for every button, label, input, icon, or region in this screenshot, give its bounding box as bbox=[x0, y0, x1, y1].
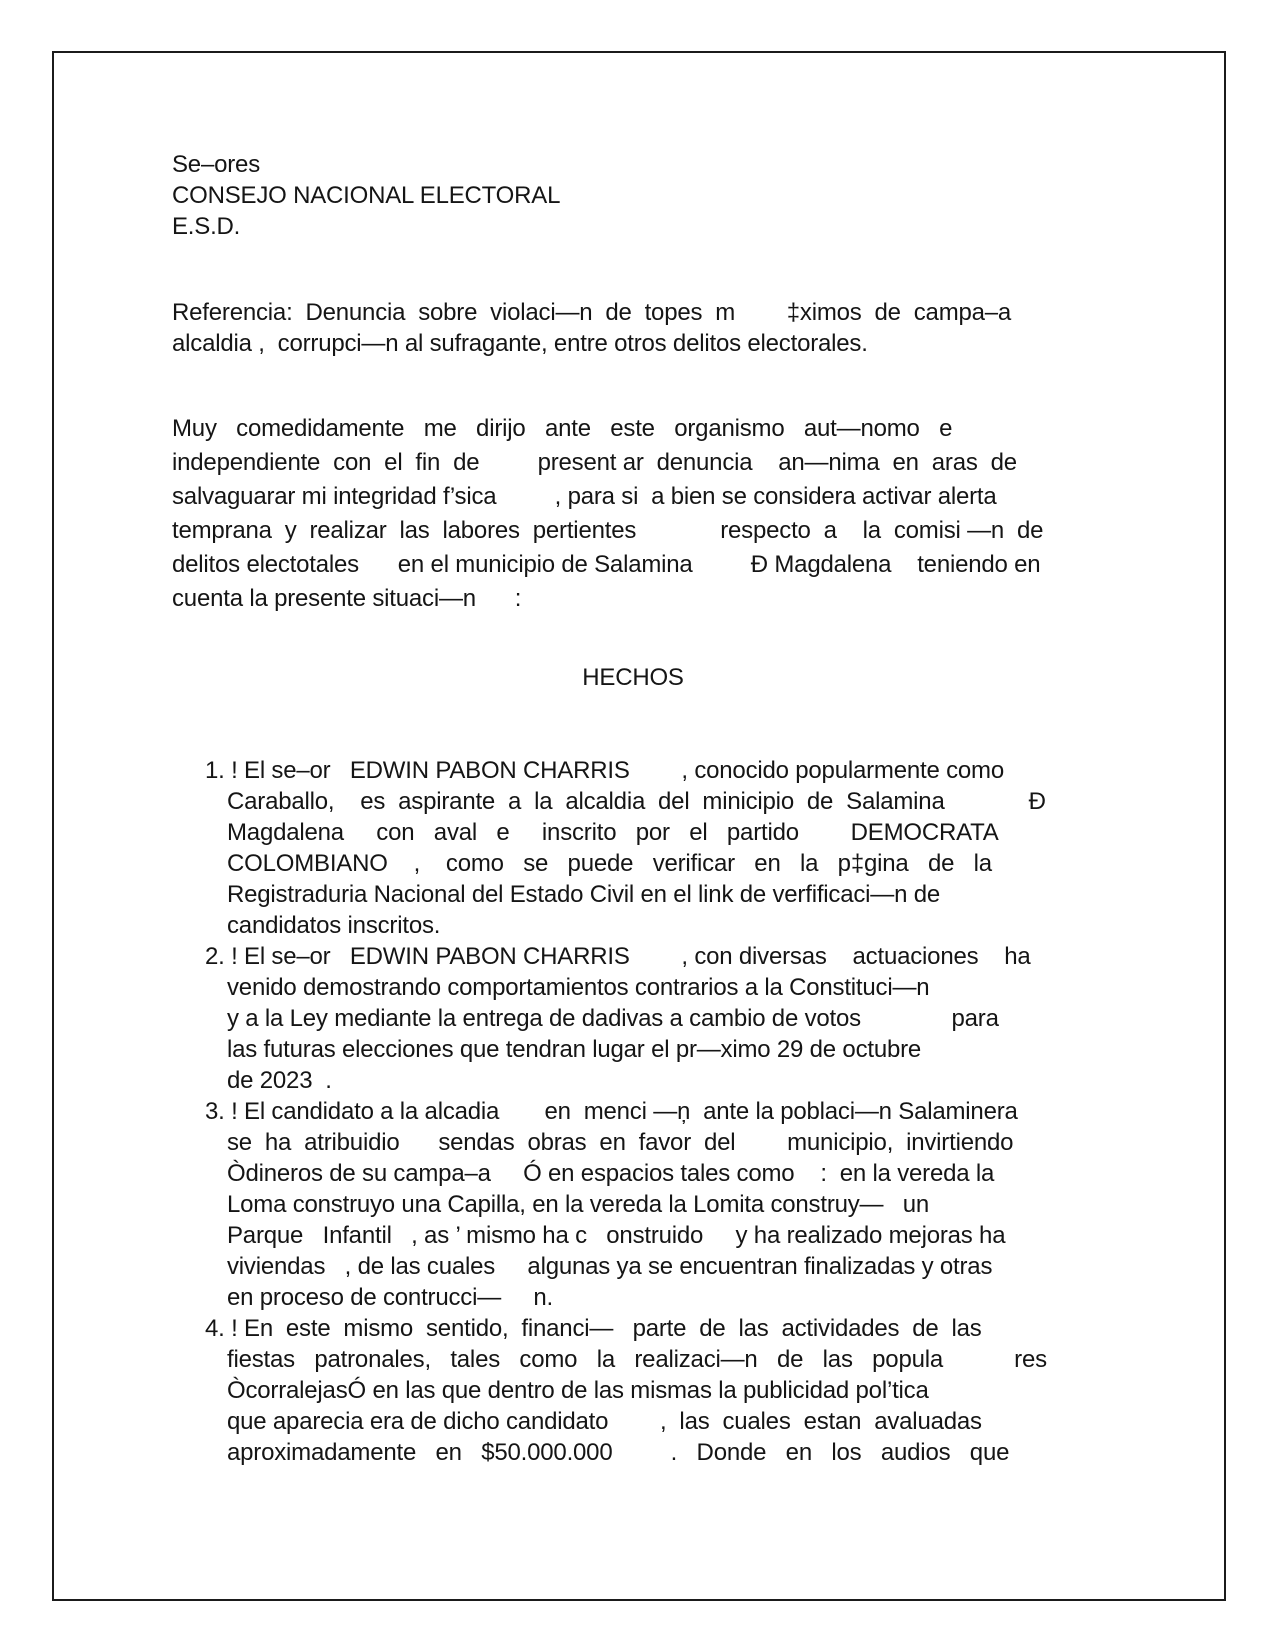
recipient-line: Se–ores bbox=[172, 151, 260, 178]
list-item-line: 1. ! El se–or EDWIN PABON CHARRIS , conocido popularmente como bbox=[205, 757, 1004, 784]
list-item-line: candidatos inscritos. bbox=[227, 912, 441, 939]
facts-list bbox=[205, 755, 1047, 1468]
intro-line: independiente con el fin de present ar denuncia an—nima en aras de bbox=[172, 449, 1017, 476]
recipient-line: E.S.D. bbox=[172, 213, 241, 240]
intro-line: salvaguarar mi integridad f’sica , para si a bien se considera activar alerta bbox=[172, 483, 997, 510]
reference-line: alcaldia , corrupci—n al sufragante, entre otros delitos electorales. bbox=[172, 330, 868, 357]
list-item-line: en proceso de contrucci— n. bbox=[227, 1284, 553, 1311]
reference-line: Referencia: Denuncia sobre violaci—n de topes m ‡ximos de campa–a bbox=[172, 299, 1012, 326]
list-item-line: venido demostrando comportamientos contrarios a la Constituci—n bbox=[227, 974, 930, 1001]
section-title-block bbox=[172, 662, 1032, 693]
list-item-line: y a la Ley mediante la entrega de dadivas a cambio de votos para bbox=[227, 1005, 999, 1032]
reference-block bbox=[172, 297, 1032, 359]
list-item-line: Caraballo, es aspirante a la alcaldia del minicipio de Salamina Ð bbox=[227, 788, 1046, 815]
list-item-line: ÒcorralejasÓ en las que dentro de las mismas la publicidad pol’tica bbox=[227, 1377, 929, 1404]
list-item-line: se ha atribuidio sendas obras en favor del municipio, invirtiendo bbox=[227, 1129, 1014, 1156]
list-item-line: 2. ! El se–or EDWIN PABON CHARRIS , con diversas actuaciones ha bbox=[205, 943, 1031, 970]
recipient-block bbox=[172, 149, 1032, 242]
list-item-line: 4. ! En este mismo sentido, financi— parte de las actividades de las bbox=[205, 1315, 982, 1342]
section-title: HECHOS bbox=[582, 664, 684, 691]
intro-line: temprana y realizar las labores pertientes respecto a la comisi —n de bbox=[172, 517, 1044, 544]
list-item-line: aproximadamente en $50.000.000 . Donde en los audios que bbox=[227, 1439, 1010, 1466]
recipient-line: CONSEJO NACIONAL ELECTORAL bbox=[172, 182, 561, 209]
intro-paragraph bbox=[172, 412, 1044, 616]
intro-line: Muy comedidamente me dirijo ante este organismo aut—nomo e bbox=[172, 415, 953, 442]
list-item-line: que aparecia era de dicho candidato , las cuales estan avaluadas bbox=[227, 1408, 982, 1435]
intro-line: cuenta la presente situaci—n : bbox=[172, 585, 522, 612]
list-item-line: Registraduria Nacional del Estado Civil en el link de verfificaci—n de bbox=[227, 881, 941, 908]
list-item-line: Òdineros de su campa–a Ó en espacios tales como : en la vereda la bbox=[227, 1160, 995, 1187]
list-item-line: viviendas , de las cuales algunas ya se encuentran finalizadas y otras bbox=[227, 1253, 993, 1280]
list-item-line: Loma construyo una Capilla, en la vereda la Lomita construy— un bbox=[227, 1191, 930, 1218]
intro-line: delitos electotales en el municipio de Salamina Ð Magdalena teniendo en bbox=[172, 551, 1041, 578]
list-item-line: COLOMBIANO , como se puede verificar en la p‡gina de la bbox=[227, 850, 992, 877]
list-item-line: Parque Infantil , as ’ mismo ha c onstruido y ha realizado mejoras ha bbox=[227, 1222, 1006, 1249]
list-item-line: 3. ! El candidato a la alcadia en menci —ņ ante la poblaci—n Salaminera bbox=[205, 1098, 1018, 1125]
list-item-line: las futuras elecciones que tendran lugar el pr—ximo 29 de octubre bbox=[227, 1036, 922, 1063]
list-item-line: Magdalena con aval e inscrito por el partido DEMOCRATA bbox=[227, 819, 999, 846]
list-item-line: fiestas patronales, tales como la realizaci—n de las popula res bbox=[227, 1346, 1047, 1373]
list-item-line: de 2023 . bbox=[227, 1067, 332, 1094]
